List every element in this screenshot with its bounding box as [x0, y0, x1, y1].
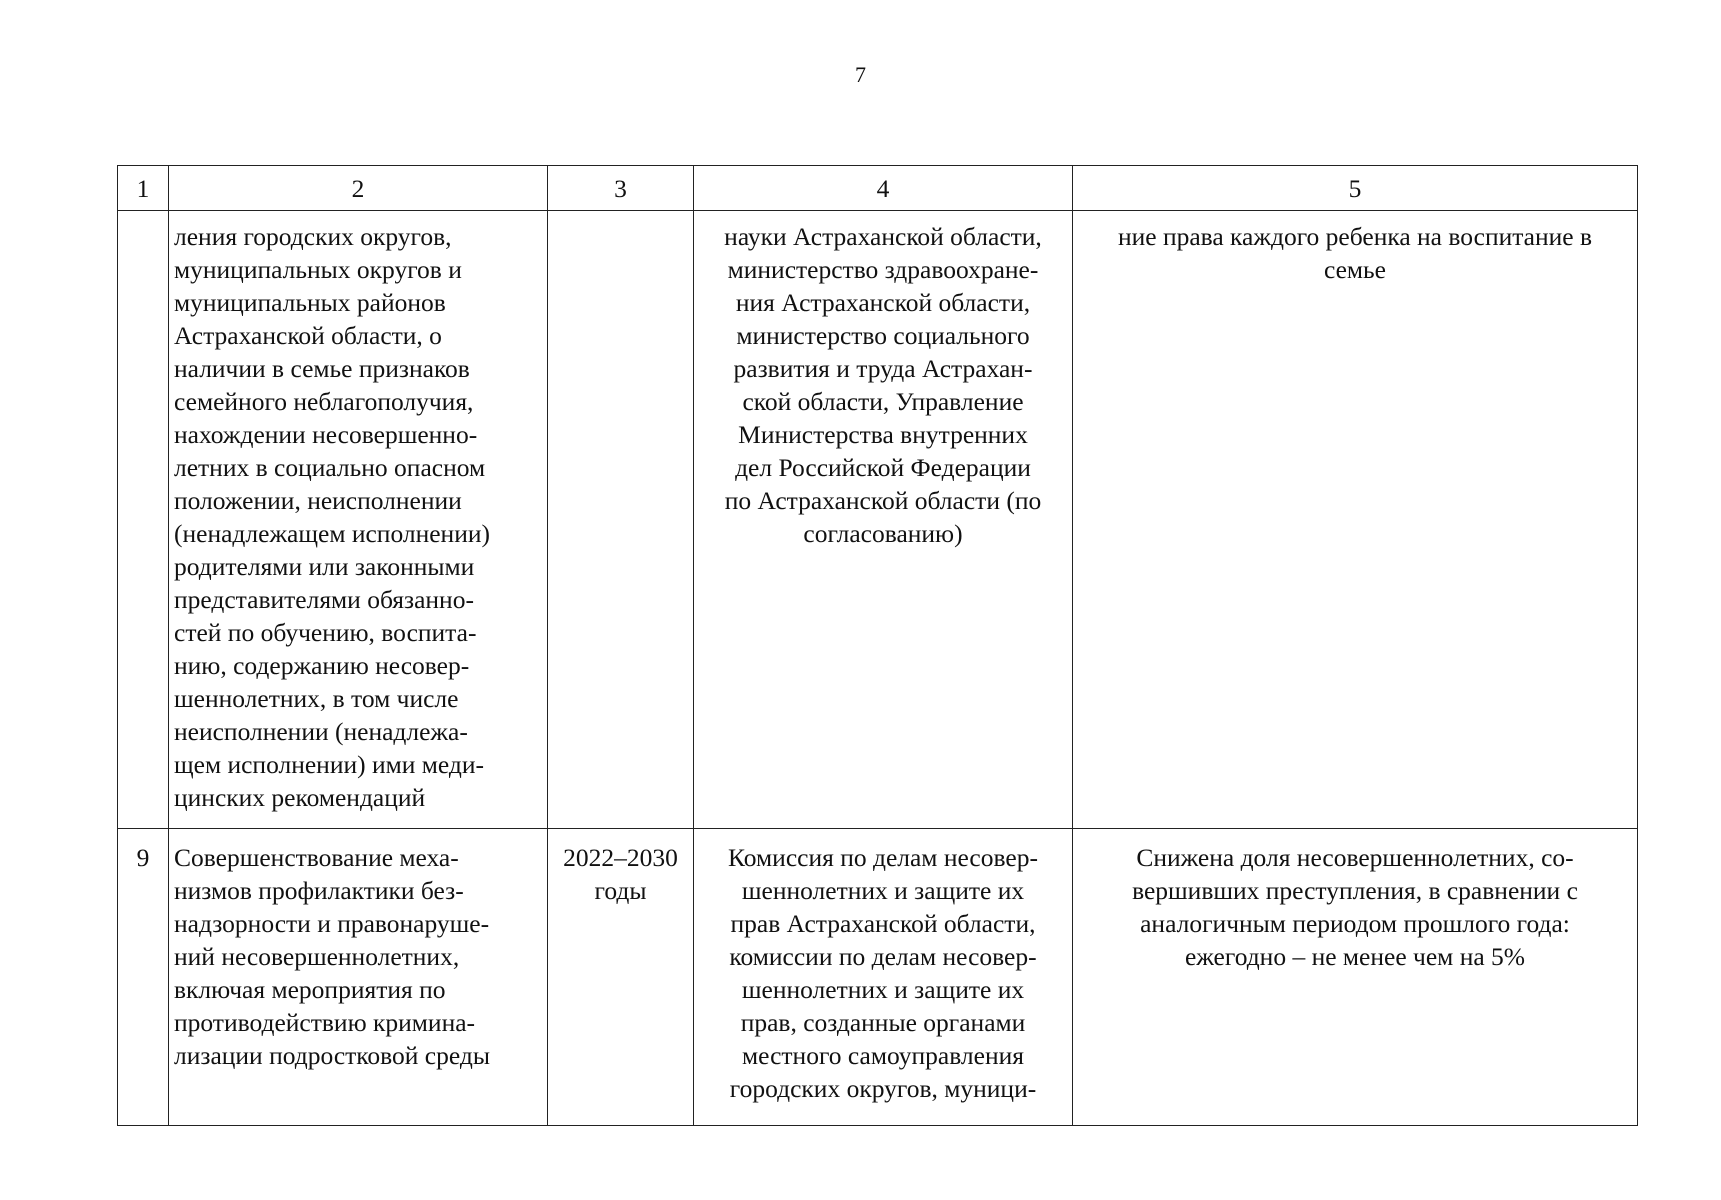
- header-cell-4: 4: [694, 166, 1073, 211]
- table-row: [118, 829, 1638, 1126]
- period-cell: [548, 829, 694, 1126]
- executors-cell: [694, 829, 1073, 1126]
- cell-text-line: местного самоуправления: [742, 1041, 1024, 1070]
- cell-text-line: по Астраханской области (по: [724, 486, 1042, 515]
- row-number-cell: 9: [118, 829, 169, 1126]
- cell-text-line: шеннолетних и защите их: [741, 975, 1025, 1004]
- header-cell-2: 2: [169, 166, 548, 211]
- page-number: 7: [855, 62, 866, 87]
- header-cell-1: 1: [118, 166, 169, 211]
- cell-text-line: комиссии по делам несовер-: [729, 942, 1037, 971]
- table-row: [118, 211, 1638, 829]
- cell-text-line: летних в социально опасном: [174, 453, 486, 482]
- cell-text-line: науки Астраханской области,: [724, 222, 1042, 251]
- cell-text-line: шеннолетних, в том числе: [174, 684, 459, 713]
- executors-cell: [694, 211, 1073, 829]
- cell-text-line: цинских рекомендаций: [174, 783, 426, 812]
- cell-text-line: семейного неблагополучия,: [174, 387, 474, 416]
- cell-text-line: городских округов, муници-: [729, 1074, 1037, 1103]
- cell-text-line: Астраханской области, о: [174, 321, 442, 350]
- cell-text-line: ежегодно – не менее чем на 5%: [1184, 942, 1526, 971]
- cell-text-line: аналогичным периодом прошлого года:: [1140, 909, 1570, 938]
- cell-text-line: нию, содержанию несовер-: [174, 651, 470, 680]
- cell-text-line: неисполнении (ненадлежа-: [174, 717, 468, 746]
- cell-text-line: ния Астраханской области,: [735, 288, 1031, 317]
- cell-text-line: (ненадлежащем исполнении): [174, 519, 490, 548]
- cell-text-line: противодействию кримина-: [174, 1008, 476, 1037]
- cell-text-line: представителями обязанно-: [174, 585, 474, 614]
- cell-text-line: министерство социального: [736, 321, 1030, 350]
- cell-text-line: ние права каждого ребенка на воспитание в: [1117, 222, 1593, 251]
- cell-text-line: ской области, Управление: [742, 387, 1024, 416]
- cell-text-line: Совершенствование меха-: [174, 843, 459, 872]
- cell-text-line: шеннолетних и защите их: [741, 876, 1025, 905]
- cell-text-line: положении, неисполнении: [174, 486, 462, 515]
- cell-text-line: Комиссия по делам несовер-: [728, 843, 1038, 872]
- cell-text-line: Министерства внутренних: [738, 420, 1028, 449]
- cell-text-line: Снижена доля несовершеннолетних, со-: [1136, 843, 1574, 872]
- cell-text-line: министерство здравоохране-: [727, 255, 1039, 284]
- cell-text-line: муниципальных округов и: [174, 255, 462, 284]
- period-cell: [548, 211, 694, 829]
- measure-cell: [169, 211, 548, 829]
- measures-table: [117, 165, 1638, 1126]
- cell-text-line: наличии в семье признаков: [174, 354, 470, 383]
- cell-text-line: ний несовершеннолетних,: [174, 942, 460, 971]
- cell-text-line: щем исполнении) ими меди-: [174, 750, 485, 779]
- cell-text-line: родителями или законными: [174, 552, 475, 581]
- cell-text-line: годы: [594, 876, 647, 905]
- cell-text-line: нахождении несовершенно-: [174, 420, 478, 449]
- result-cell: [1073, 829, 1638, 1126]
- header-cell-5: 5: [1073, 166, 1638, 211]
- cell-text-line: включая мероприятия по: [174, 975, 446, 1004]
- cell-text-line: ления городских округов,: [174, 222, 452, 251]
- cell-text-line: лизации подростковой среды: [174, 1041, 490, 1070]
- result-cell: [1073, 211, 1638, 829]
- cell-text-line: прав, созданные органами: [740, 1008, 1026, 1037]
- cell-text-line: надзорности и правонаруше-: [174, 909, 490, 938]
- cell-text-line: прав Астраханской области,: [730, 909, 1036, 938]
- table-header-row: [118, 166, 1638, 211]
- cell-text-line: низмов профилактики без-: [174, 876, 464, 905]
- cell-text-line: 2022–2030: [563, 843, 678, 872]
- cell-text-line: муниципальных районов: [174, 288, 446, 317]
- row-number-cell: [118, 211, 169, 829]
- cell-text-line: согласованию): [803, 519, 963, 548]
- cell-text-line: вершивших преступления, в сравнении с: [1132, 876, 1578, 905]
- cell-text-line: семье: [1323, 255, 1387, 284]
- header-cell-3: 3: [548, 166, 694, 211]
- cell-text-line: стей по обучению, воспита-: [174, 618, 477, 647]
- cell-text-line: дел Российской Федерации: [735, 453, 1031, 482]
- measure-cell: [169, 829, 548, 1126]
- cell-text-line: развития и труда Астрахан-: [733, 354, 1033, 383]
